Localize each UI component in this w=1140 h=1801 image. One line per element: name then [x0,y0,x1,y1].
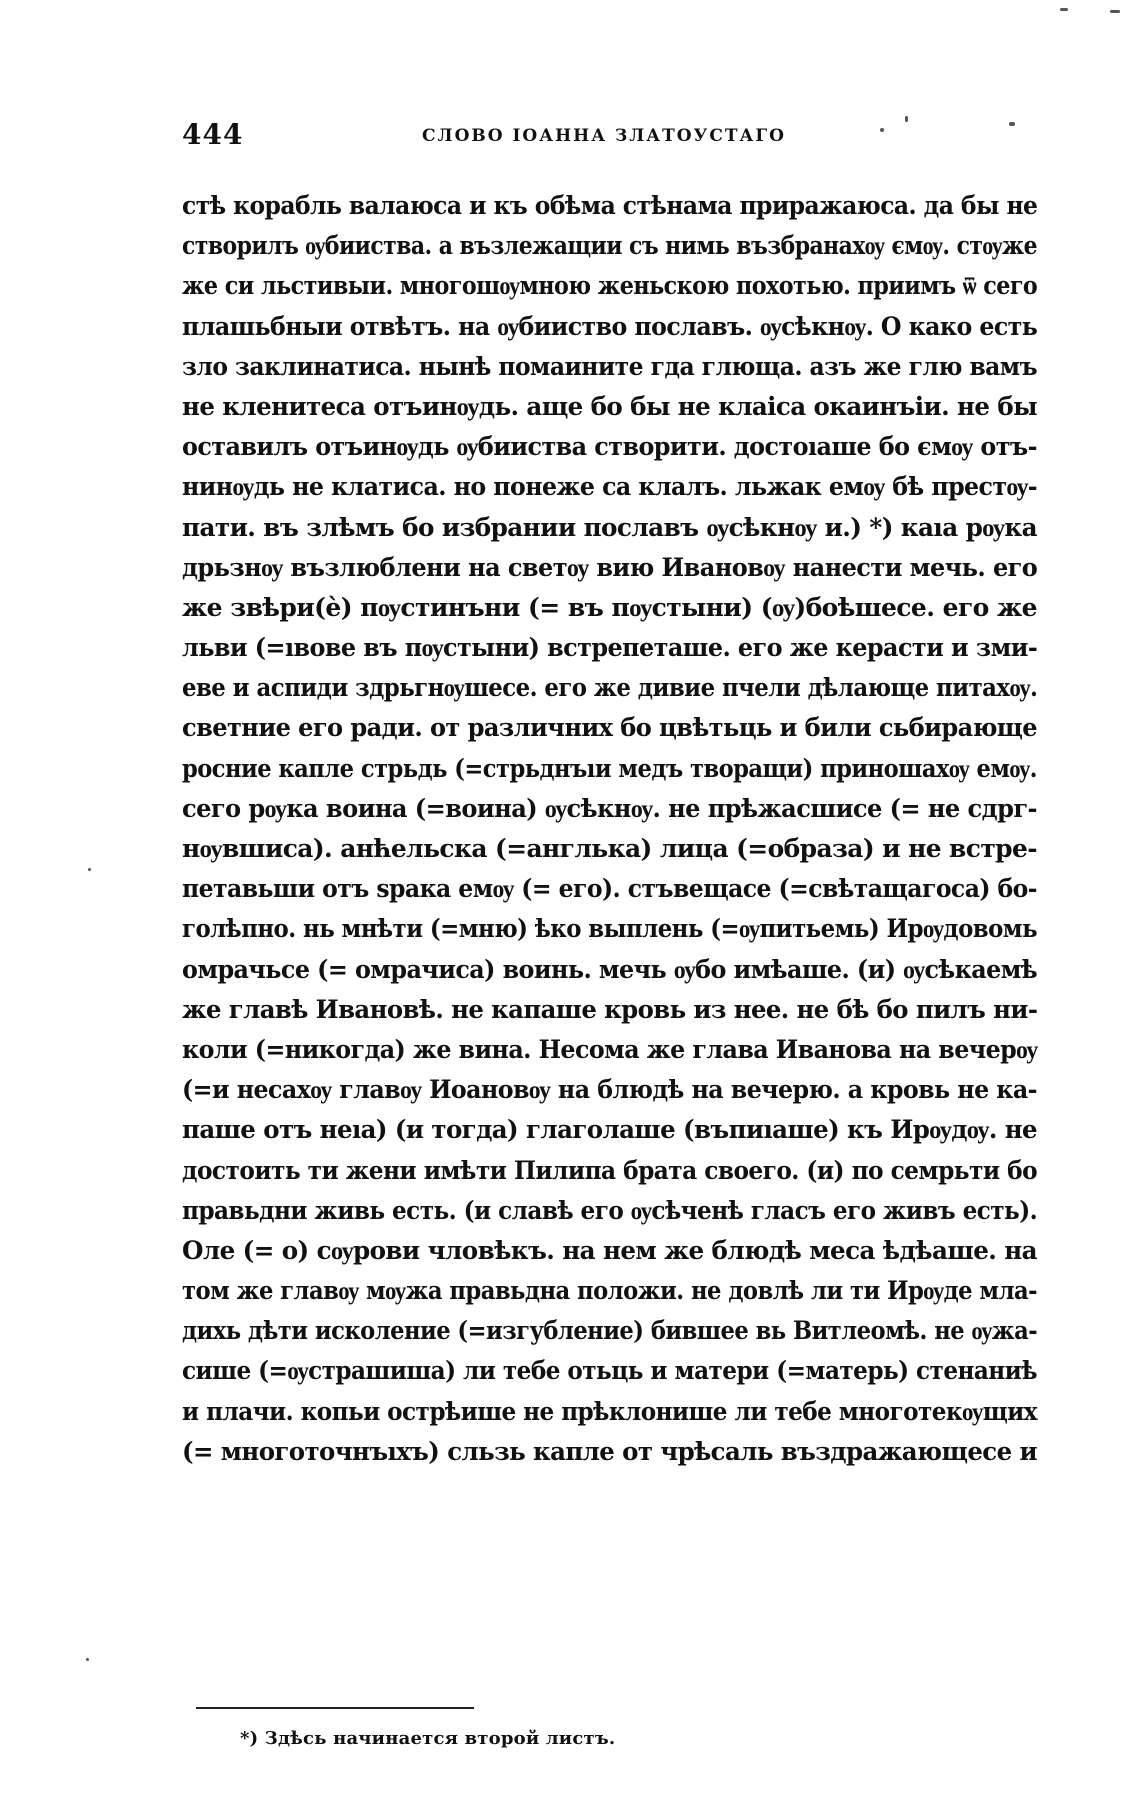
text-line: достоить ти жени имѣти Пилипа брата своего. (и) по семрьти бо [182,1155,1038,1185]
text-line: оставилъ отъинѹдь ѹбииства створити. достоıаше бо ємѹ отъ- [182,432,1037,462]
text-line: том же главѹ мѹжа правьдна положи. не довлѣ ли ти Ирѹде мла- [182,1276,1038,1306]
text-line: стѣ корабль валаюса и къ обѣма стѣнама приражаюса. да бы не [182,191,1038,220]
text-line: же звѣри(ѐ) пѹстинъни (= въ пѹстыни) (ѹ)боѣшесе. его же [182,592,1037,622]
speck-mark [1110,10,1120,13]
text-line: же главѣ Ивановѣ. не капаше кровь из нее. не бѣ бо пилъ ни- [182,994,1038,1024]
text-line: же си льстивыи. многошѹмною женьскою похотью. приимъ ѿ сего [182,271,1038,301]
text-line: нинѹдь не клатиса. но понеже са клалъ. льжак емѹ бѣ престѹ- [182,472,1037,502]
footnote: *) Здѣсь начинается второй листъ. [240,1728,616,1749]
text-line: еве и аспиди здрьгнѹшесе. его же дивие пчели дѣлающе питахѹ. [182,673,1038,703]
speck-mark [1060,8,1068,11]
footnote-rule [196,1707,474,1709]
text-line: плашьбныи отвѣтъ. на ѹбииство пославъ. ѹсѣкнѹ. О како есть [182,311,1038,341]
text-line: пати. въ злѣмъ бо избрании пославъ ѹсѣкнѹ и.) *) каıа рѹка [182,512,1038,542]
speck-mark [1009,122,1015,126]
text-line: петавьши отъ ѕрака емѹ (= его). стъвещасе (=свѣтащагоса) бо- [182,874,1038,904]
text-line: дихь дѣти исколение (=изгубление) бившее вь Витлеомѣ. не ѹжа- [182,1316,1038,1346]
text-line: росние капле стрьдь (=стрьднъıи медъ творащи) приношахѹ емѹ. [182,753,1037,783]
text-line: дрьзнѹ възлюблени на светѹ вию Ивановѹ нанести мечь. его [182,552,1038,582]
speck-mark [88,868,91,871]
text-line: (= многоточнъıхъ) сльзь капле от чрѣсаль въздражающесе и [182,1436,1038,1466]
text-line: омрачьсе (= омрачиса) воинь. мечь ѹбо имѣаше. (и) ѹсѣкаемѣ [182,954,1038,984]
text-line: и плачи. копьи острѣише не прѣклонише ли тебе многотекѹщих [182,1396,1037,1426]
body-text [182,186,1037,1472]
text-line: голѣпно. нь мнѣти (=мню) ѣко выплень (=ѹпитьемь) Ирѹдовомь [182,914,1038,944]
text-line: зло заклинатиса. нынѣ помаините гда глюща. азъ же глю вамъ [182,351,1037,381]
text-line: створилъ ѹбииства. а възлежащии съ нимь възбранахѹ ємѹ. стѹже [182,231,1037,261]
speck-mark [880,128,884,132]
speck-mark [86,1658,89,1661]
text-line: нѹвшиса). анћельска (=англька) лица (=образа) и не встре- [182,834,1037,863]
text-line: сише (=ѹстрашиша) ли тебе отьць и матери (=матерь) стенаниѣ [182,1356,1037,1386]
page-header [182,118,1032,158]
text-line: (=и несахѹ главѹ Иоановѹ на блюдѣ на вечерю. а кровь не ка- [182,1075,1037,1105]
text-line: сего рѹка воина (=воина) ѹсѣкнѹ. не прѣжасшисе (= не сдрг- [182,793,1037,823]
text-line: правьдни живь есть. (и славѣ его ѹсѣченѣ гласъ его живъ есть). [182,1195,1038,1225]
text-line: льви (=ıвове въ пѹстыни) встрепеташе. его же керасти и зми- [182,633,1038,663]
text-line: не кленитеса отъинѹдь. аще бо бы не клаіса окаинъіи. не бы [182,391,1038,421]
text-line: коли (=никогда) же вина. Несома же глава Иванова на вечерѹ [182,1034,1038,1064]
text-line: паше отъ неıа) (и тогда) глаголаше (въпиıаше) къ Ирѹдѹ. не [182,1115,1038,1145]
text-line: Оле (= о) сѹрови чловѣкъ. на нем же блюдѣ меса ѣдѣаше. на [182,1235,1038,1265]
running-head: СЛОВО ІОАННА ЗЛАТОУСТАГО [422,126,786,146]
speck-mark [905,116,908,122]
page-number: 444 [182,118,244,151]
text-line: светние его ради. от различних бо цвѣтьць и били сьбирающе [182,713,1038,743]
